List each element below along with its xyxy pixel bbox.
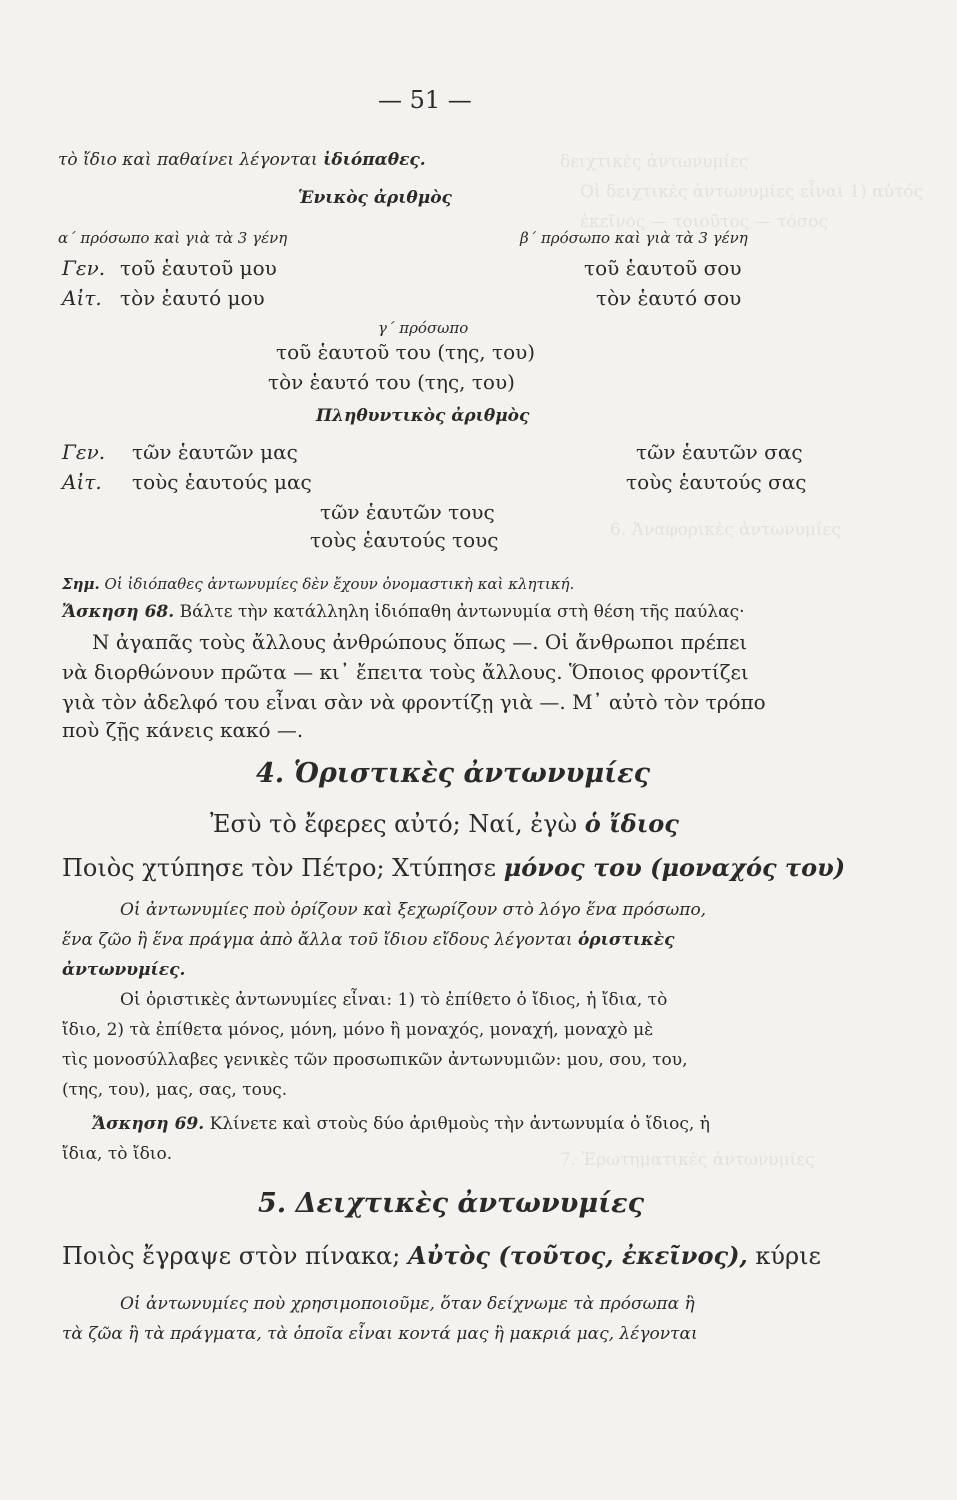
bleed-through-line: Οἱ δειχτικὲς ἀντωνυμίες εἶναι 1) αὐτός (580, 182, 924, 202)
note-label: Σημ. (62, 575, 100, 593)
acc-label: Αἰτ. (62, 286, 102, 310)
plural-title: Πληθυντικὸς ἀριθμὸς (316, 406, 530, 426)
section-4-number: 4. (256, 758, 285, 789)
third-person-label: γ΄ πρόσωπο (378, 319, 469, 337)
section-4-list: ἴδιο, 2) τὰ ἐπίθετα μόνος, μόνη, μόνο ἢ μοναχός, μοναχή, μοναχὸ μὲ (62, 1020, 654, 1040)
section-4-list: τὶς μονοσύλλαβες γενικὲς τῶν προσωπικῶν ἀντωνυμιῶν: μου, σου, του, (62, 1050, 688, 1070)
section-5-number: 5. (258, 1188, 287, 1219)
bleed-through-line: δειχτικὲς ἀντωνυμίες (560, 152, 749, 172)
plural-acc-second: τοὺς ἑαυτούς σας (626, 470, 807, 494)
note-line (62, 572, 574, 596)
section-4-definition (62, 928, 674, 952)
bleed-through-line: 7. Ἐρωτηματικὲς ἀντωνυμίες (560, 1150, 815, 1170)
intro-line (58, 148, 426, 172)
intro-term: ἰδιόπαθες. (323, 150, 426, 170)
bleed-through-line: 6. Ἀναφορικὲς ἀντωνυμίες (610, 520, 841, 540)
example-emphasis: Αὐτὸς (τοῦτος, ἐκεῖνος), (407, 1241, 748, 1270)
section-4-title: Ὁριστικὲς ἀντωνυμίες (293, 758, 651, 789)
exercise-68-text: ποὺ ζῇς κάνεις κακό —. (62, 718, 304, 742)
section-4-list: (της, του), μας, σας, τους. (62, 1080, 288, 1100)
section-4-list: Οἱ ὁριστικὲς ἀντωνυμίες εἶναι: 1) τὸ ἐπίθετο ὁ ἴδιος, ἡ ἴδια, τὸ (120, 990, 668, 1010)
exercise-68-line (62, 600, 745, 624)
first-person-label: α΄ πρόσωπο καὶ γιὰ τὰ 3 γένη (58, 229, 288, 247)
example-text: Ποιὸς ἔγραψε στὸν πίνακα; (62, 1242, 408, 1270)
section-4-example-2 (62, 853, 846, 882)
example-text: Ἐσὺ τὸ ἔφερες αὐτό; Ναί, ἐγὼ (210, 810, 585, 838)
exercise-68-text: νὰ διορθώνουν πρῶτα — κι᾽ ἔπειτα τοὺς ἄλλους. Ὅποιος φροντίζει (62, 660, 749, 684)
section-5-definition: Οἱ ἀντωνυμίες ποὺ χρησιμοποιοῦμε, ὅταν δείχνωμε τὰ πρόσωπα ἢ (120, 1294, 695, 1314)
singular-gen-third: τοῦ ἑαυτοῦ του (της, του) (276, 340, 536, 364)
example-emphasis: ὁ ἴδιος (584, 809, 679, 838)
exercise-69-text: ἴδια, τὸ ἴδιο. (62, 1144, 173, 1164)
plural-acc-third: τοὺς ἑαυτούς τους (310, 528, 499, 552)
section-5-heading (258, 1188, 645, 1219)
singular-gen-first: τοῦ ἑαυτοῦ μου (120, 256, 277, 280)
exercise-69-label: Ἄσκηση 69. (92, 1114, 205, 1134)
plural-acc-first: τοὺς ἑαυτούς μας (132, 470, 312, 494)
exercise-68-instruction: Βάλτε τὴν κατάλληλη ἰδιόπαθη ἀντωνυμία στὴ θέση τῆς παύλας· (179, 602, 745, 622)
singular-acc-third: τὸν ἑαυτό του (της, του) (268, 370, 515, 394)
section-4-heading (256, 758, 651, 789)
section-5-definition: τὰ ζῶα ἢ τὰ πράγματα, τὰ ὁποῖα εἶναι κοντά μας ἢ μακριά μας, λέγονται (62, 1324, 698, 1344)
note-text: Οἱ ἰδιόπαθες ἀντωνυμίες δὲν ἔχουν ὀνομαστικὴ καὶ κλητική. (104, 575, 575, 593)
singular-title: Ἑνικὸς ἀριθμὸς (298, 188, 452, 208)
definition-text: ἕνα ζῶο ἢ ἕνα πράγμα ἀπὸ ἄλλα τοῦ ἴδιου εἴδους λέγονται (62, 930, 578, 950)
exercise-69-line (92, 1112, 710, 1136)
gen-label: Γεν. (62, 256, 106, 280)
section-4-definition: Οἱ ἀντωνυμίες ποὺ ὁρίζουν καὶ ξεχωρίζουν στὸ λόγο ἕνα πρόσωπο, (120, 900, 707, 920)
intro-text: τὸ ἴδιο καὶ παθαίνει λέγονται (58, 150, 324, 170)
exercise-69-text: Κλίνετε καὶ στοὺς δύο ἀριθμοὺς τὴν ἀντωνυμία ὁ ἴδιος, ἡ (209, 1114, 710, 1134)
example-text: Ποιὸς χτύπησε τὸν Πέτρο; Χτύπησε (62, 854, 504, 882)
example-emphasis: μόνος του (μοναχός του) (503, 853, 846, 882)
exercise-68-text: Ν ἀγαπᾶς τοὺς ἄλλους ἀνθρώπους ὅπως —. Οἱ ἄνθρωποι πρέπει (92, 630, 748, 654)
gen-label: Γεν. (62, 440, 106, 464)
plural-gen-first: τῶν ἑαυτῶν μας (132, 440, 298, 464)
section-4-example-1 (210, 809, 679, 838)
bleed-through-line: ἐκεῖνος — τοιοῦτος — τόσος (580, 212, 828, 232)
acc-label: Αἰτ. (62, 470, 102, 494)
singular-gen-second: τοῦ ἑαυτοῦ σου (584, 256, 742, 280)
section-5-title: Δειχτικὲς ἀντωνυμίες (295, 1188, 645, 1219)
definition-term: ὁριστικὲς (577, 930, 675, 950)
section-5-example (62, 1241, 821, 1270)
example-text: κύριε (747, 1242, 821, 1270)
exercise-68-label: Ἄσκηση 68. (62, 602, 175, 622)
exercise-68-text: γιὰ τὸν ἀδελφό του εἶναι σὰν νὰ φροντίζῃ γιὰ —. Μ᾽ αὐτὸ τὸν τρόπο (62, 690, 766, 714)
second-person-label: β΄ πρόσωπο καὶ γιὰ τὰ 3 γένη (520, 229, 748, 247)
page-number: — 51 — (378, 86, 472, 114)
singular-acc-second: τὸν ἑαυτό σου (596, 286, 742, 310)
singular-acc-first: τὸν ἑαυτό μου (120, 286, 265, 310)
plural-gen-third: τῶν ἑαυτῶν τους (320, 500, 495, 524)
plural-gen-second: τῶν ἑαυτῶν σας (636, 440, 803, 464)
definition-term: ἀντωνυμίες. (62, 960, 186, 980)
